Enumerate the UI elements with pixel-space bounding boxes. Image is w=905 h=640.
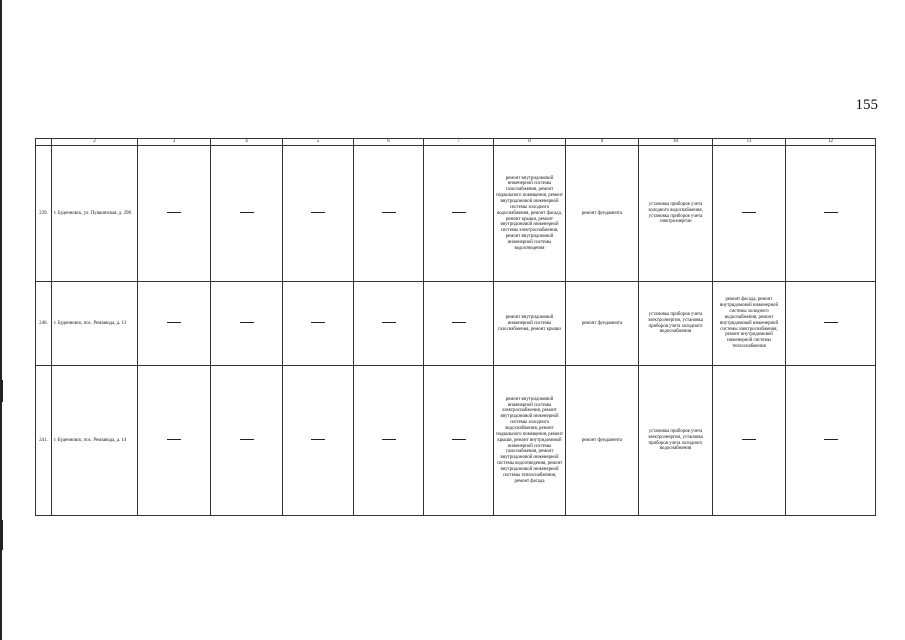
empty-cell-3: [138, 282, 211, 366]
work-cell-8: ремонт внутридомовой инженерной системы электроснабжения, ремонт внутридомовой инженерной системы холодного водоснабжения, ремонт подвального помещения, ремонт крыши, ремонт внутридомовой инженерной системы газоснабжения, ремонт внутридомовой инженерной системы водоотведения, ремонт внутридомовой инженерной системы теплоснабжения, ремонт фасада: [494, 366, 566, 516]
dash-mark: [167, 212, 181, 213]
dash-mark: [452, 212, 466, 213]
dash-mark: [311, 322, 325, 323]
work-cell-11: ремонт фасада, ремонт внутридомовой инженерной системы холодного водоснабжения, ремонт внутридомовой инженерной системы электроснабжения, ремонт внутридомовой инженерной системы теплоснабжения: [713, 282, 786, 366]
work-cell-10: установка приборов учета электроэнергии, установка приборов учета холодного водоснабжения: [639, 282, 713, 366]
header-cell-7: 7: [424, 139, 494, 146]
empty-cell-3: [138, 146, 211, 282]
header-cell-11: 11: [713, 139, 786, 146]
repair-schedule-table: [35, 138, 876, 516]
dash-mark: [742, 439, 756, 440]
dash-mark: [742, 212, 756, 213]
row-number: 239.: [36, 146, 52, 282]
dash-mark: [240, 439, 254, 440]
header-row: [36, 139, 876, 146]
dash-mark: [240, 212, 254, 213]
header-cell-10: 10: [639, 139, 713, 146]
dash-mark: [382, 212, 396, 213]
address-cell: г. Буденновск, ул. Пушкинская, д. 298: [52, 146, 138, 282]
empty-cell-4: [211, 282, 283, 366]
work-cell-10: установка приборов учета электроэнергии, установка приборов учета холодного водоснабжения: [639, 366, 713, 516]
empty-cell-7: [424, 146, 494, 282]
empty-cell-12: [786, 366, 876, 516]
work-cell-8: ремонт внутридомовой инженерной системы газоснабжения, ремонт крыши: [494, 282, 566, 366]
dash-mark: [311, 439, 325, 440]
empty-cell-12: [786, 282, 876, 366]
empty-cell-4: [211, 146, 283, 282]
header-cell-12: 12: [786, 139, 876, 146]
empty-cell-5: [283, 146, 354, 282]
empty-cell-12: [786, 146, 876, 282]
empty-cell-6: [354, 146, 424, 282]
empty-cell-11: [713, 366, 786, 516]
empty-cell-6: [354, 366, 424, 516]
table-row: [36, 366, 876, 516]
dash-mark: [240, 322, 254, 323]
dash-mark: [824, 322, 838, 323]
page-number: 155: [855, 97, 878, 113]
dash-mark: [167, 439, 181, 440]
address-cell: г. Буденновск, пос. Ремзавода, д. 13: [52, 282, 138, 366]
work-cell-9: ремонт фундамента: [566, 146, 639, 282]
dash-mark: [452, 439, 466, 440]
row-number: 241.: [36, 366, 52, 516]
table-row: [36, 282, 876, 366]
work-cell-8: ремонт внутридомовой инженерной системы газоснабжения, ремонт подвального помещения, ремонт внутридомовой инженерной системы холодного водоснабжения, ремонт фасада, ремонт крыши, ремонт внутридомовой инженерной системы электроснабжения, ремонт внутридомовой инженерной системы водоотведения: [494, 146, 566, 282]
empty-cell-3: [138, 366, 211, 516]
work-cell-9: ремонт фундамента: [566, 366, 639, 516]
work-cell-9: ремонт фундамента: [566, 282, 639, 366]
empty-cell-7: [424, 366, 494, 516]
header-cell-4: 4: [211, 139, 283, 146]
dash-mark: [382, 439, 396, 440]
header-cell-8: 8: [494, 139, 566, 146]
header-cell-9: 9: [566, 139, 639, 146]
header-cell-1: [36, 139, 52, 146]
empty-cell-11: [713, 146, 786, 282]
header-cell-5: 5: [283, 139, 354, 146]
binding-mark: [0, 520, 3, 550]
empty-cell-7: [424, 282, 494, 366]
address-cell: г. Буденновск, пос. Ремзавода, д. 14: [52, 366, 138, 516]
empty-cell-5: [283, 282, 354, 366]
dash-mark: [167, 322, 181, 323]
header-cell-2: 2: [52, 139, 138, 146]
header-cell-3: 3: [138, 139, 211, 146]
binding-mark: [0, 380, 3, 402]
header-cell-6: 6: [354, 139, 424, 146]
empty-cell-4: [211, 366, 283, 516]
row-number: 240.: [36, 282, 52, 366]
dash-mark: [452, 322, 466, 323]
dash-mark: [382, 322, 396, 323]
dash-mark: [824, 212, 838, 213]
dash-mark: [311, 212, 325, 213]
empty-cell-6: [354, 282, 424, 366]
empty-cell-5: [283, 366, 354, 516]
work-cell-10: установка приборов учета холодного водоснабжения, установка приборов учета электроэнергии: [639, 146, 713, 282]
dash-mark: [824, 439, 838, 440]
table-row: [36, 146, 876, 282]
